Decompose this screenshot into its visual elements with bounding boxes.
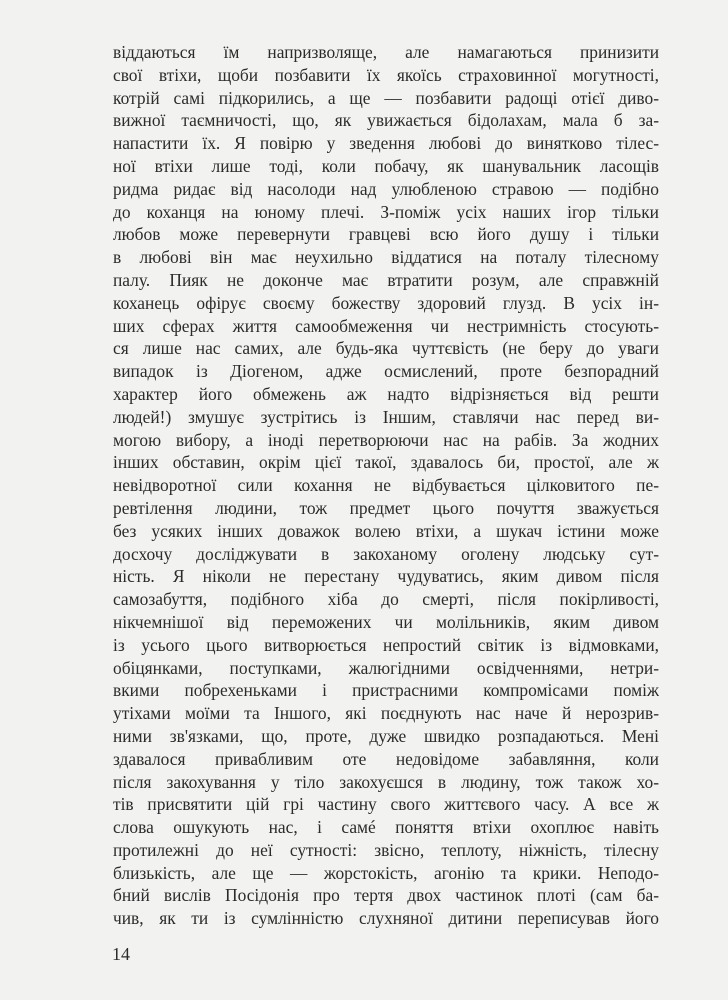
text-line: вкими побрехеньками і пристрасними компромісами поміж — [113, 680, 659, 701]
text-line: близькість, але ще — жорстокість, агонію та крики. Неподо- — [113, 862, 659, 883]
text-line: палу. Пияк не доконче має втратити розум, але справжній — [113, 269, 659, 290]
text-line: невідворотної сили кохання не відбувається цілковитого пе- — [113, 475, 659, 496]
text-line: обіцянками, поступками, жалюгідними освідченнями, нетри- — [113, 657, 659, 678]
text-line: людей!) змушує зустрітись із Іншим, ставлячи нас перед ви- — [113, 406, 659, 427]
text-line: ними зв'язками, що, проте, дуже швидко розпадаються. Мені — [113, 725, 659, 746]
text-line: ність. Я ніколи не перестану чудуватись, яким дивом після — [113, 566, 659, 587]
text-line: ної втіхи лише тоді, коли побачу, як шанувальник ласощів — [113, 155, 659, 176]
text-line: коханець офірує своєму божеству здоровий глузд. В усіх ін- — [113, 292, 659, 313]
text-line: слова ошукують нас, і самé поняття втіхи охоплює навіть — [113, 817, 659, 838]
text-line: вижної таємничості, що, як увижається бідолахам, мала б за- — [113, 110, 659, 131]
text-line: випадок із Діогеном, адже осмислений, проте безпорадний — [113, 361, 659, 382]
body-text — [113, 41, 659, 930]
text-line: досхочу досліджувати в закоханому оголену людську сут- — [113, 543, 659, 564]
text-line: ших сферах життя самообмеження чи нестримність стосують- — [113, 315, 659, 336]
text-line: тів присвятити цій грі частину свого життєвого часу. А все ж — [113, 794, 659, 815]
text-line: любов може перевернути гравцеві всю його душу і тільки — [113, 224, 659, 245]
text-line: бний вислів Посідонія про тертя двох частинок плоті (сам ба- — [113, 885, 659, 906]
text-line: характер його обмежень аж надто відрізняється від решти — [113, 383, 659, 404]
text-line: після закохування у тіло закохуєшся в людину, тож також хо- — [113, 771, 659, 792]
text-line: утіхами моїми та Іншого, які поєднують нас наче й нерозрив- — [113, 703, 659, 724]
text-line: свої втіхи, щоби позбавити їх якоїсь страховинної могутності, — [113, 64, 659, 85]
text-line: ридма ридає від насолоди над улюбленою стравою — подібно — [113, 178, 659, 199]
text-line: нікчемнішої від переможених чи молільників, яким дивом — [113, 611, 659, 632]
text-line: ревтілення людини, тож предмет цього почуття зважується — [113, 497, 659, 518]
text-line: могою вибору, а іноді перетворюючи нас на рабів. За жодних — [113, 429, 659, 450]
text-line: самозабуття, подібного хіба до смерті, після покірливості, — [113, 589, 659, 610]
text-line: із усього цього витворюється непростий світик із відмовками, — [113, 634, 659, 655]
text-line: до коханця на юному плечі. З-поміж усіх наших ігор тільки — [113, 201, 659, 222]
text-line: котрій самі підкорились, а ще — позбавити радощі отієї диво- — [113, 87, 659, 108]
text-line: чив, як ти із сумлінністю слухняної дитини переписував його — [113, 908, 659, 929]
text-line: в любові він має неухильно віддатися на поталу тілесному — [113, 247, 659, 268]
page-number: 14 — [112, 944, 130, 964]
text-line: без усяких інших доважок волею втіхи, а шукач істини може — [113, 520, 659, 541]
text-line: напастити їх. Я повірю у зведення любові до винятково тілес- — [113, 133, 659, 154]
text-line: віддаються їм напризволяще, але намагаються принизити — [113, 42, 659, 62]
text-line: протилежні до неї сутності: звісно, теплоту, ніжність, тілесну — [113, 839, 659, 860]
text-line: здавалося привабливим оте недовідоме забавляння, коли — [113, 748, 659, 769]
text-line: ся лише нас самих, але будь-яка чуттєвість (не беру до уваги — [113, 338, 659, 359]
text-line: інших обставин, окрім цієї такої, здавалось би, простої, але ж — [113, 452, 659, 473]
